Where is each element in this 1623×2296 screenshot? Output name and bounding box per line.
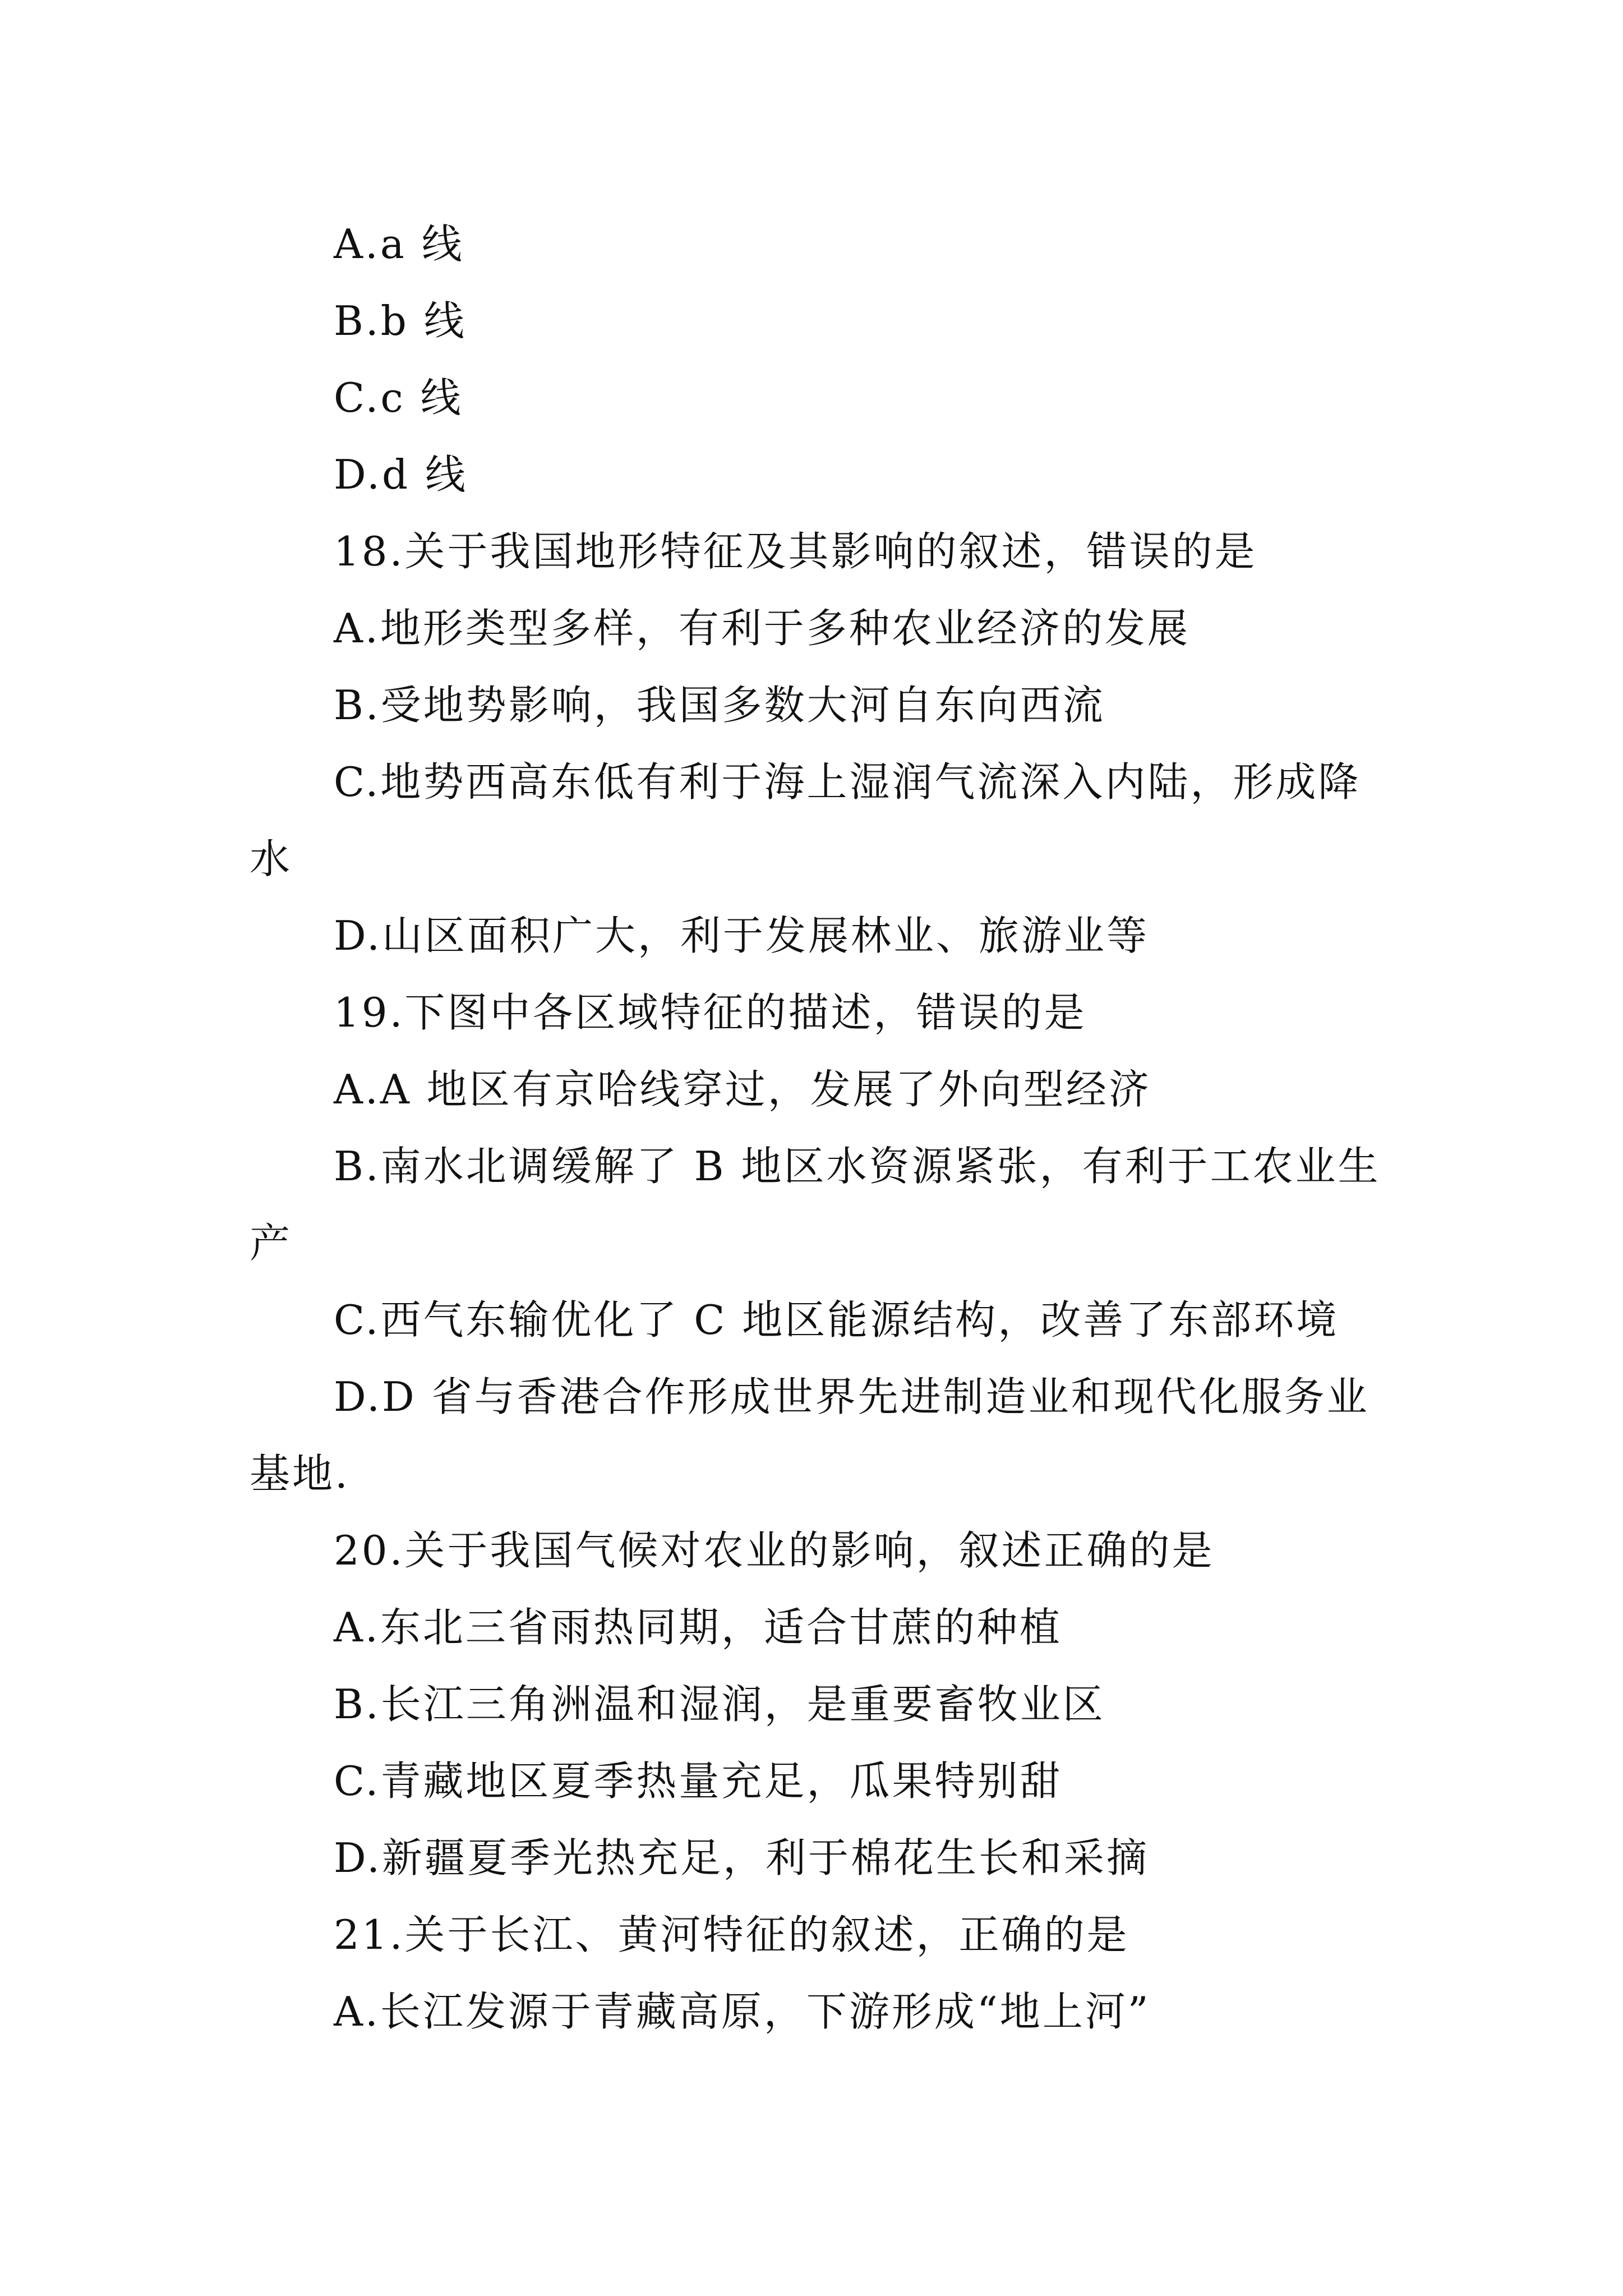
q17-option-d: D.d 线: [334, 451, 468, 498]
q20-option-b: B.长江三角洲温和湿润，是重要畜牧业区: [334, 1681, 1105, 1728]
q18-stem: 18.关于我国地形特征及其影响的叙述，错误的是: [334, 528, 1257, 575]
q17-option-c: C.c 线: [334, 374, 463, 421]
q18-option-a: A.地形类型多样，有利于多种农业经济的发展: [334, 605, 1190, 652]
q21-option-a: A.长江发源于青藏高原，下游形成“地上河”: [334, 1988, 1151, 2035]
q20-stem: 20.关于我国气候对农业的影响，叙述正确的是: [334, 1527, 1215, 1574]
q19-stem: 19.下图中各区域特征的描述，错误的是: [334, 989, 1087, 1036]
q18-option-c-continued: 水: [250, 835, 293, 882]
q18-option-b: B.受地势影响，我国多数大河自东向西流: [334, 682, 1105, 729]
q20-option-a: A.东北三省雨热同期，适合甘蔗的种植: [334, 1604, 1062, 1651]
q20-option-d: D.新疆夏季光热充足，利于棉花生长和采摘: [334, 1834, 1150, 1881]
q19-option-c: C.西气东输优化了 C 地区能源结构，改善了东部环境: [334, 1296, 1339, 1343]
q20-option-c: C.青藏地区夏季热量充足，瓜果特别甜: [334, 1757, 1063, 1805]
q17-option-b: B.b 线: [334, 297, 467, 344]
q19-option-d: D.D 省与香港合作形成世界先进制造业和现代化服务业: [334, 1373, 1370, 1420]
q19-option-d-continued: 基地.: [250, 1450, 350, 1497]
q18-option-c: C.地势西高东低有利于海上湿润气流深入内陆，形成降: [334, 758, 1361, 806]
q19-option-a: A.A 地区有京哈线穿过，发展了外向型经济: [334, 1066, 1151, 1113]
q17-option-a: A.a 线: [334, 220, 464, 268]
q19-option-b: B.南水北调缓解了 B 地区水资源紧张，有利于工农业生: [334, 1143, 1381, 1190]
q21-stem: 21.关于长江、黄河特征的叙述，正确的是: [334, 1911, 1129, 1958]
q18-option-d: D.山区面积广大，利于发展林业、旅游业等: [334, 912, 1150, 959]
q19-option-b-continued: 产: [250, 1220, 293, 1267]
